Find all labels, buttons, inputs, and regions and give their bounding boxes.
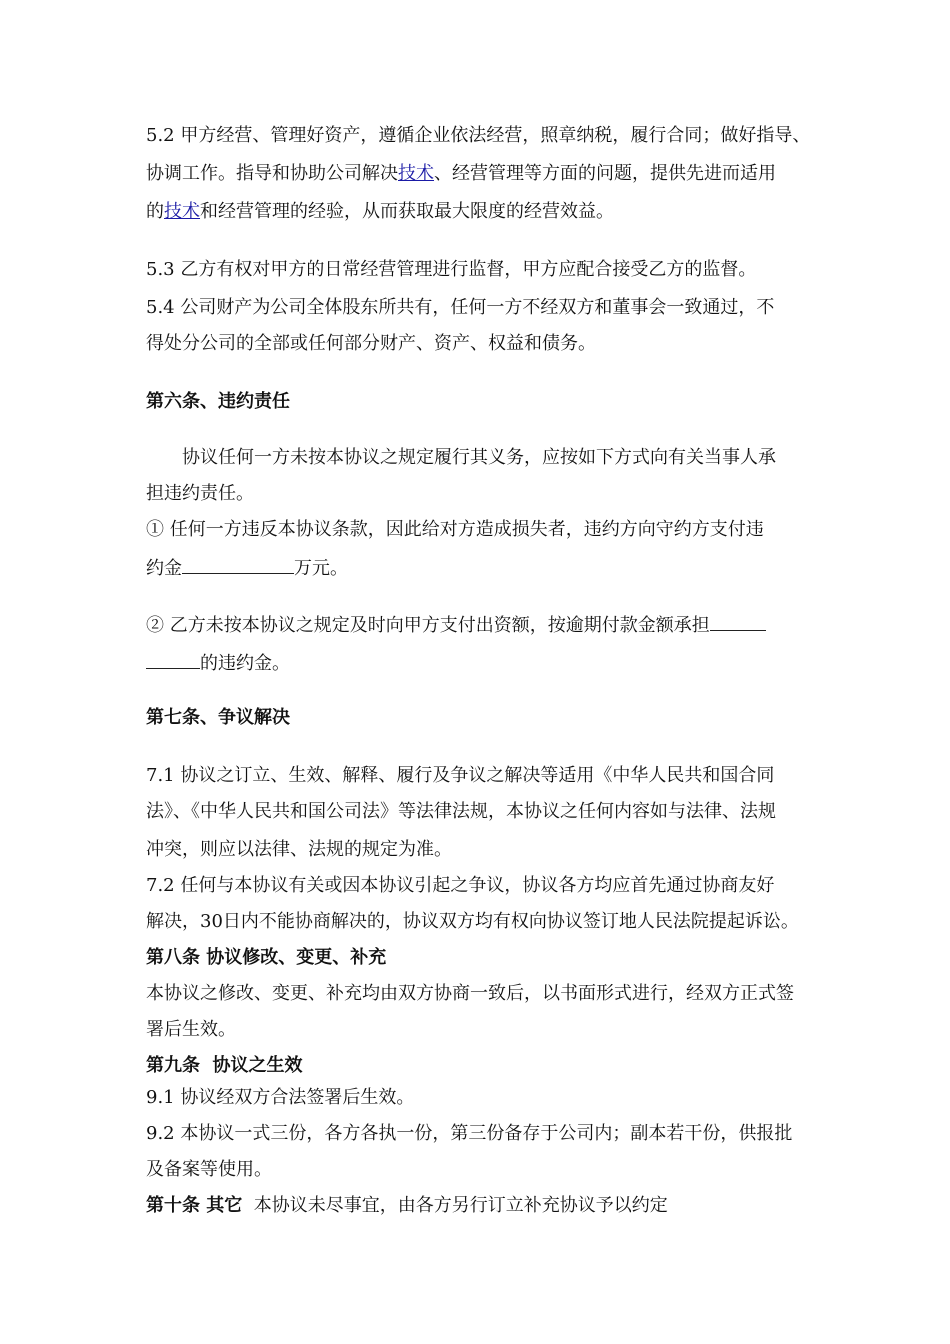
article-6-para-line-1: 协议任何一方未按本协议之规定履行其义务，应按如下方式向有关当事人承 xyxy=(182,447,776,468)
clause-5-2-line-1: 5.2 甲方经营、管理好资产，遵循企业依法经营，照章纳税，履行合同；做好指导、 xyxy=(146,125,811,146)
article-6-para-line-2: 担违约责任。 xyxy=(146,483,254,504)
article-8-line-2: 署后生效。 xyxy=(146,1019,236,1040)
technology-link[interactable]: 技术 xyxy=(398,163,434,184)
item-text: 约金 xyxy=(146,558,182,579)
clause-5-4-line-2: 得处分公司的全部或任何部分财产、资产、权益和债务。 xyxy=(146,333,596,354)
article-6-item-2-line-2 xyxy=(146,650,290,676)
clause-5-3: 5.3 乙方有权对甲方的日常经营管理进行监督，甲方应配合接受乙方的监督。 xyxy=(146,259,757,280)
article-6-item-2-line-1 xyxy=(146,612,766,638)
article-6-item-1-line-2 xyxy=(146,555,348,581)
clause-7-1-line-1: 7.1 协议之订立、生效、解释、履行及争议之解决等适用《中华人民共和国合同 xyxy=(146,765,775,786)
clause-9-2-line-2: 及备案等使用。 xyxy=(146,1159,272,1180)
article-10-text: 本协议未尽事宜，由各方另行订立补充协议予以约定 xyxy=(253,1195,668,1216)
clause-5-2-line-2 xyxy=(146,162,776,186)
article-8-heading: 第八条 协议修改、变更、补充 xyxy=(146,947,387,968)
article-9-heading: 第九条 协议之生效 xyxy=(146,1055,303,1076)
clause-5-2-text: 和经营管理的经验，从而获取最大限度的经营效益。 xyxy=(200,201,614,222)
technology-link[interactable]: 技术 xyxy=(164,201,200,222)
clause-9-2-line-1: 9.2 本协议一式三份，各方各执一份，第三份备存于公司内；副本若干份，供报批 xyxy=(146,1123,793,1144)
item-text: 的违约金。 xyxy=(200,653,290,674)
article-8-line-1: 本协议之修改、变更、补充均由双方协商一致后，以书面形式进行，经双方正式签 xyxy=(146,983,794,1004)
article-10-heading: 第十条 其它 xyxy=(146,1195,243,1216)
item-text: 万元。 xyxy=(294,558,348,579)
clause-9-1: 9.1 协议经双方合法签署后生效。 xyxy=(146,1087,415,1108)
rate-blank xyxy=(146,650,200,669)
clause-5-2-text: 的 xyxy=(146,201,164,222)
clause-7-1-line-2: 法》、《中华人民共和国公司法》等法律法规，本协议之任何内容如与法律、法规 xyxy=(146,801,776,822)
clause-7-1-line-3: 冲突，则应以法律、法规的规定为准。 xyxy=(146,839,452,860)
rate-blank xyxy=(710,612,766,631)
article-6-item-1-line-1: ① 任何一方违反本协议条款，因此给对方造成损失者，违约方向守约方支付违 xyxy=(146,519,764,540)
clause-7-2-line-2: 解决，30日内不能协商解决的，协议双方均有权向协议签订地人民法院提起诉讼。 xyxy=(146,911,799,932)
article-6-heading: 第六条、违约责任 xyxy=(146,391,290,412)
clause-5-2-line-3 xyxy=(146,200,614,224)
clause-5-4-line-1: 5.4 公司财产为公司全体股东所共有，任何一方不经双方和董事会一致通过，不 xyxy=(146,297,775,318)
item-text: ② 乙方未按本协议之规定及时向甲方支付出资额，按逾期付款金额承担 xyxy=(146,615,710,636)
clause-5-2-text: 、经营管理等方面的问题，提供先进而适用 xyxy=(434,163,776,184)
amount-blank xyxy=(182,555,294,574)
clause-5-2-text: 协调工作。指导和协助公司解决 xyxy=(146,163,398,184)
article-10-line xyxy=(146,1194,668,1218)
article-7-heading: 第七条、争议解决 xyxy=(146,707,290,728)
clause-7-2-line-1: 7.2 任何与本协议有关或因本协议引起之争议，协议各方均应首先通过协商友好 xyxy=(146,875,775,896)
